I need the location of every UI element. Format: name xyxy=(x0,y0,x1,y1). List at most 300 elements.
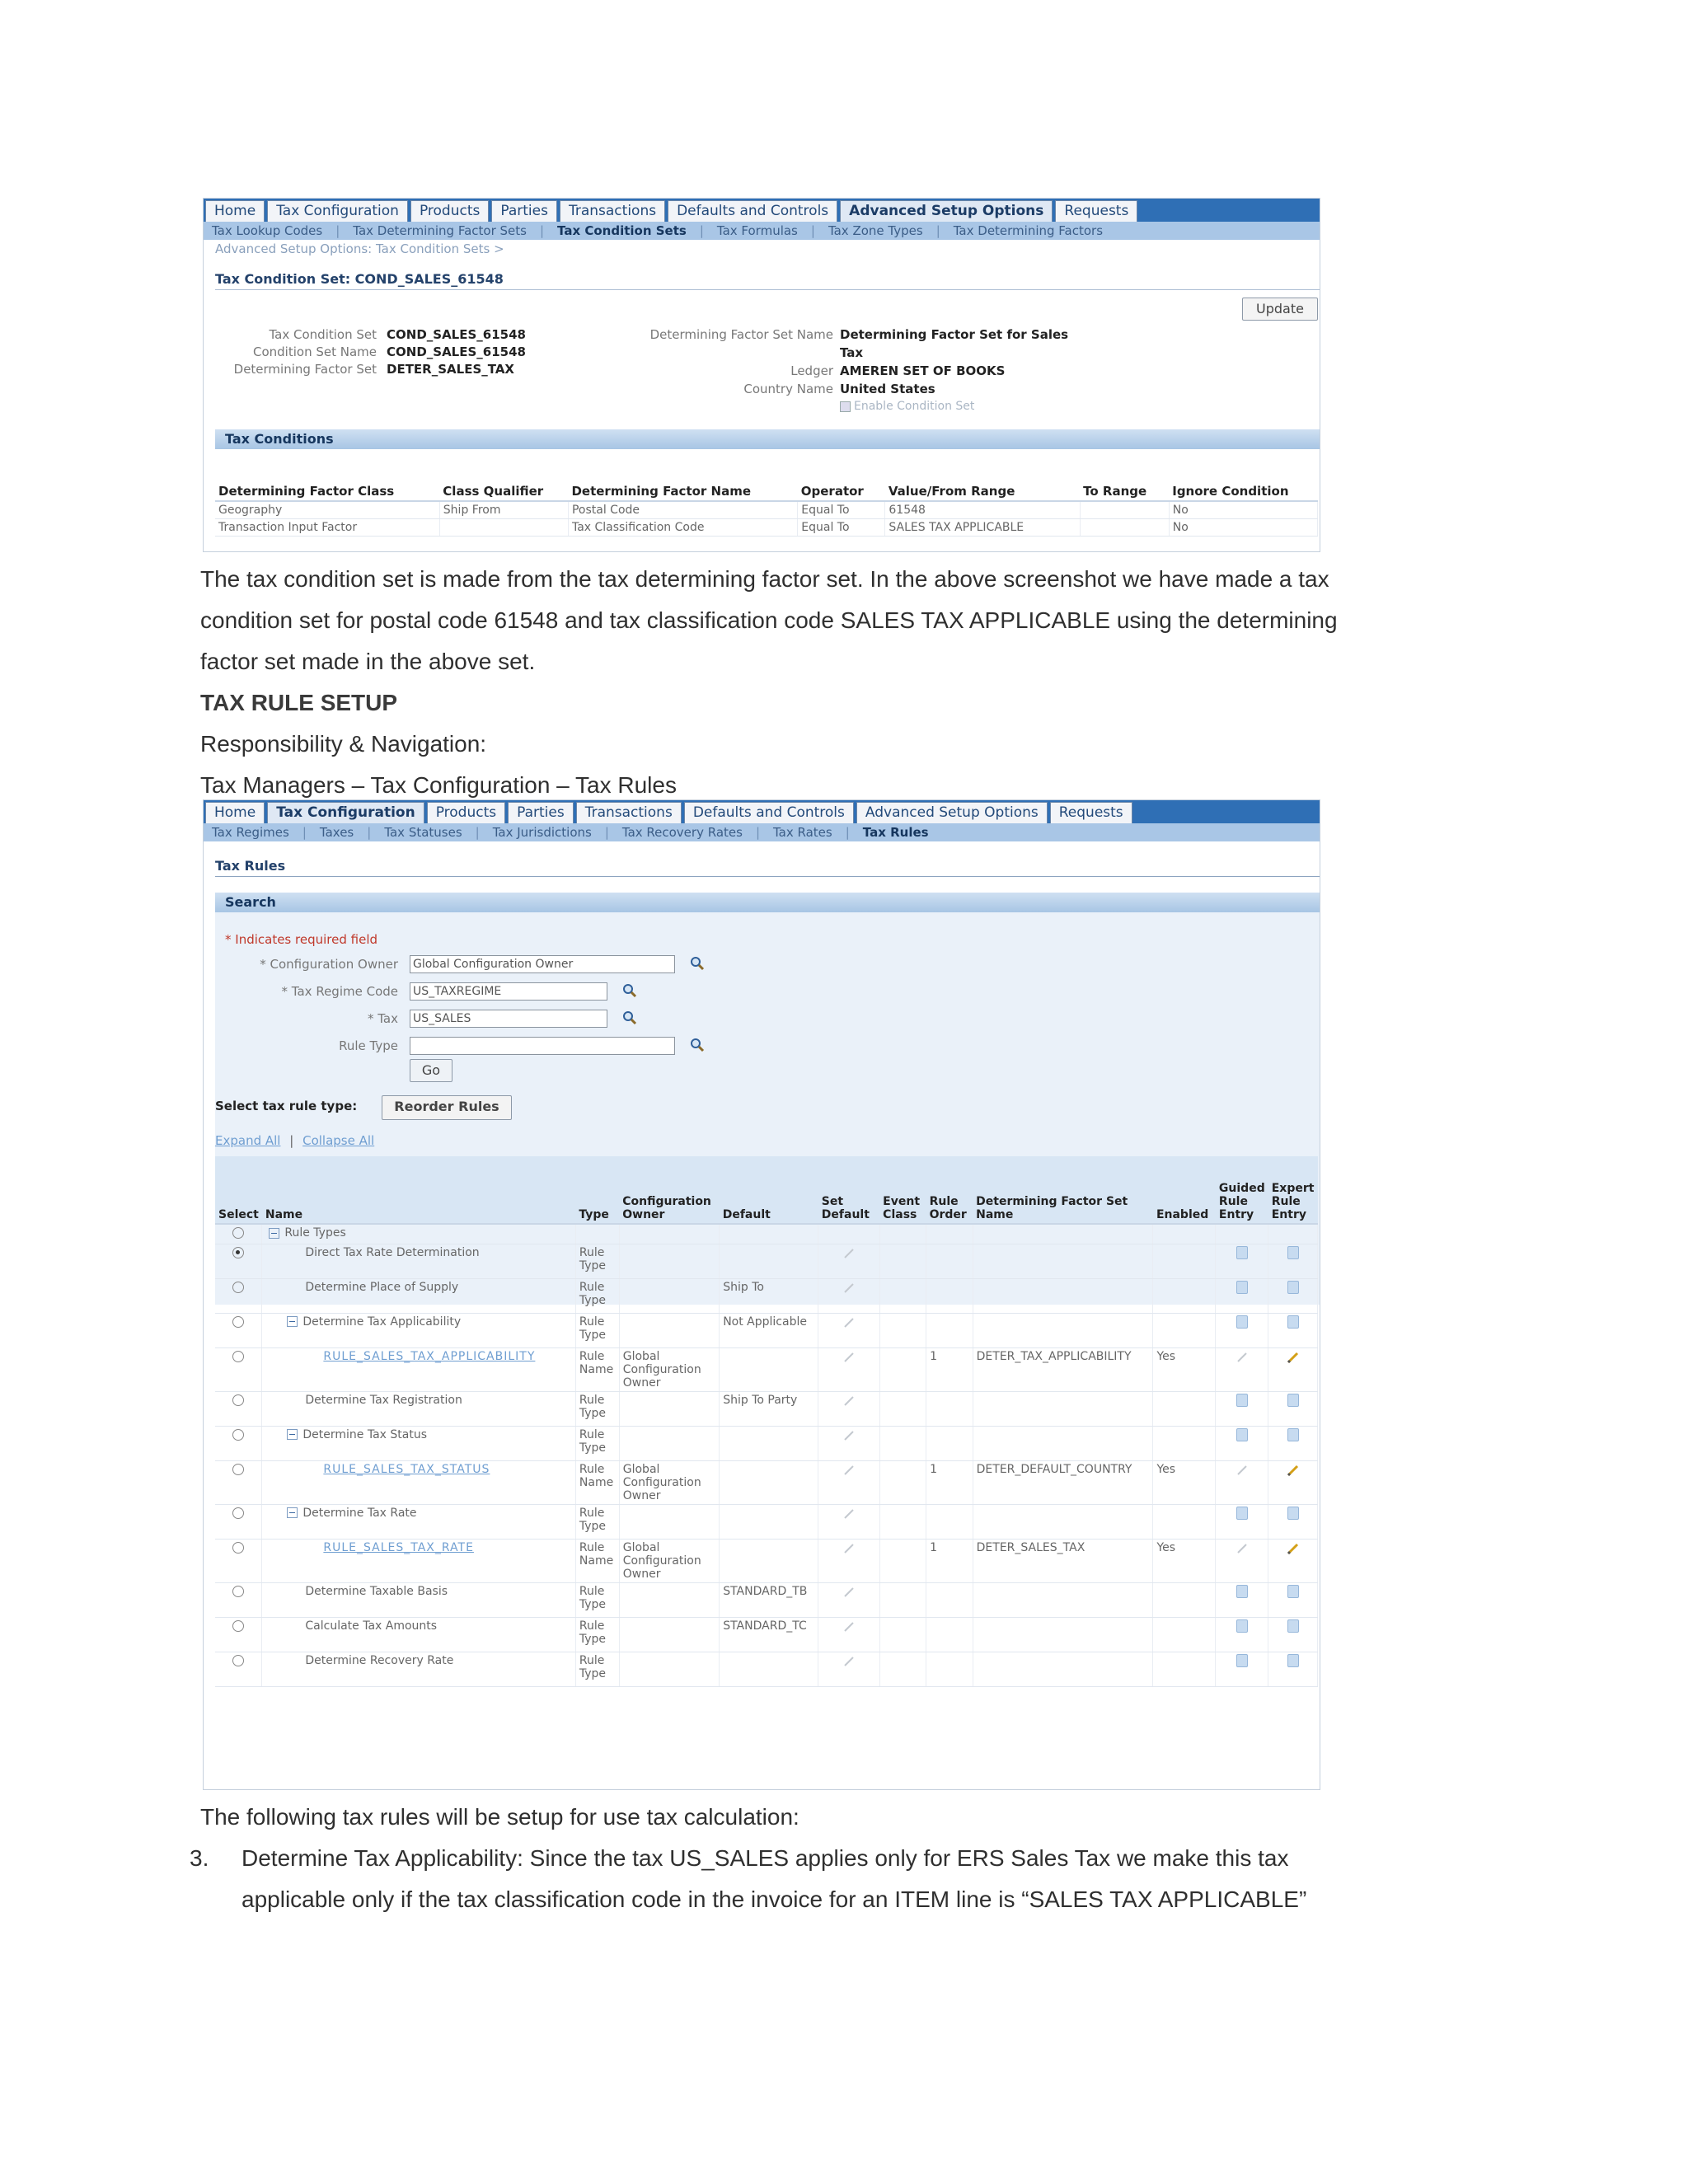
field-label-tax-condition-set: Tax Condition Set xyxy=(269,327,377,342)
table-row xyxy=(215,1426,1318,1460)
type-cell xyxy=(575,1391,619,1426)
table-cell xyxy=(1080,501,1169,519)
subtab-tax-lookup-codes[interactable]: Tax Lookup Codes xyxy=(212,223,323,238)
select-cell xyxy=(215,1652,262,1686)
guided-entry-icon[interactable] xyxy=(1236,1507,1248,1520)
column-header-dfs-name xyxy=(973,1156,1153,1224)
dfs-name-cell xyxy=(973,1224,1153,1244)
field-value-determining-factor-set: DETER_SALES_TAX xyxy=(387,362,514,377)
row-default: Ship To Party xyxy=(723,1393,798,1407)
table-cell: Tax Classification Code xyxy=(568,519,797,537)
row-type: Rule Name xyxy=(579,1462,614,1489)
subtab-tax-zone-types[interactable]: Tax Zone Types xyxy=(828,223,923,238)
table-cell: Geography xyxy=(215,501,439,519)
default-cell xyxy=(720,1617,818,1652)
column-header-label: Rule Order xyxy=(929,1195,967,1221)
row-rule-order: 1 xyxy=(930,1462,938,1476)
column-header-event-class xyxy=(879,1156,926,1224)
country-label: Country Name xyxy=(743,382,833,396)
expert-entry-icon[interactable] xyxy=(1287,1246,1299,1259)
type-cell xyxy=(575,1313,619,1347)
reorder-rules-button[interactable]: Reorder Rules xyxy=(382,1095,512,1120)
para1-line2: condition set for postal code 61548 and tax classification code SALES TAX APPLICABLE using the determining xyxy=(200,607,1338,633)
type-cell xyxy=(575,1460,619,1504)
search-icon[interactable] xyxy=(690,956,705,971)
row-default: STANDARD_TC xyxy=(723,1619,807,1633)
row-default: STANDARD_TB xyxy=(723,1584,808,1598)
expert-entry-cell xyxy=(1268,1504,1318,1539)
rule-name-link[interactable]: RULE_SALES_TAX_STATUS xyxy=(323,1462,490,1476)
tab-home[interactable]: Home xyxy=(205,200,265,222)
subtab-tax-determining-factor-sets[interactable]: Tax Determining Factor Sets xyxy=(353,223,527,238)
edit-pencil-icon[interactable] xyxy=(842,1585,856,1600)
table-cell xyxy=(1080,519,1169,537)
guided-entry-cell xyxy=(1216,1278,1268,1313)
subtab-separator: | xyxy=(539,223,545,238)
column-header-enabled xyxy=(1153,1156,1216,1224)
subtab-tax-regimes[interactable]: Tax Regimes xyxy=(212,825,289,840)
enabled-cell xyxy=(1153,1347,1216,1391)
dfs-name-cell xyxy=(973,1582,1153,1617)
rule-order-cell xyxy=(926,1278,973,1313)
default-cell xyxy=(720,1391,818,1426)
type-cell xyxy=(575,1244,619,1278)
tax-rules-screenshot xyxy=(203,799,1320,1790)
guided-entry-cell xyxy=(1216,1652,1268,1686)
default-cell xyxy=(720,1539,818,1582)
column-header-config-owner xyxy=(619,1156,719,1224)
guided-entry-icon[interactable] xyxy=(1236,1281,1248,1294)
edit-pencil-icon[interactable] xyxy=(1286,1541,1301,1556)
default-cell xyxy=(720,1278,818,1313)
search-input-tax[interactable]: US_SALES xyxy=(410,1010,607,1028)
tab-transactions[interactable]: Transactions xyxy=(576,802,682,823)
sub-tab-bar xyxy=(204,222,1320,240)
subtab-separator: | xyxy=(755,825,760,840)
column-header-determining-factor-name: Determining Factor Name xyxy=(568,482,797,501)
column-header-label: Enabled xyxy=(1156,1208,1209,1221)
column-header-label: Select xyxy=(218,1208,259,1221)
select-cell xyxy=(215,1347,262,1391)
enabled-cell xyxy=(1153,1313,1216,1347)
subtab-tax-rules[interactable]: Tax Rules xyxy=(862,825,929,840)
event-class-cell xyxy=(879,1391,926,1426)
collapse-toggle-icon[interactable] xyxy=(269,1228,279,1239)
subtab-tax-rates[interactable]: Tax Rates xyxy=(773,825,832,840)
row-type: Rule Type xyxy=(579,1584,607,1611)
enabled-cell xyxy=(1153,1460,1216,1504)
enable-condition-set-checkbox[interactable] xyxy=(840,400,974,413)
row-rule-order: 1 xyxy=(930,1540,938,1554)
table-row xyxy=(215,1244,1318,1278)
row-select-radio[interactable] xyxy=(232,1620,244,1632)
column-header-select xyxy=(215,1156,262,1224)
row-type: Rule Type xyxy=(579,1393,607,1420)
row-select-radio[interactable] xyxy=(232,1227,244,1239)
dfs-name-cell xyxy=(973,1278,1153,1313)
table-cell: 61548 xyxy=(885,501,1080,519)
row-default: Not Applicable xyxy=(723,1315,807,1329)
guided-entry-icon[interactable] xyxy=(1236,1394,1248,1407)
set-default-cell xyxy=(818,1460,879,1504)
guided-entry-icon[interactable] xyxy=(1236,1428,1248,1441)
expert-entry-icon[interactable] xyxy=(1287,1428,1299,1441)
event-class-cell xyxy=(879,1313,926,1347)
subtab-tax-jurisdictions[interactable]: Tax Jurisdictions xyxy=(492,825,592,840)
guided-entry-cell xyxy=(1216,1426,1268,1460)
row-select-radio[interactable] xyxy=(232,1464,244,1475)
go-button[interactable]: Go xyxy=(410,1059,452,1082)
table-row xyxy=(215,1652,1318,1686)
edit-pencil-icon[interactable] xyxy=(842,1463,856,1478)
edit-pencil-icon[interactable] xyxy=(842,1619,856,1634)
select-cell xyxy=(215,1504,262,1539)
type-cell xyxy=(575,1582,619,1617)
row-config-owner: Global Configuration Owner xyxy=(622,1462,701,1502)
edit-pencil-icon[interactable] xyxy=(842,1394,856,1408)
type-cell xyxy=(575,1652,619,1686)
search-icon[interactable] xyxy=(690,1038,705,1052)
table-header-row xyxy=(215,482,1318,501)
select-cell xyxy=(215,1539,262,1582)
subtab-taxes[interactable]: Taxes xyxy=(319,825,354,840)
column-header-label: Configuration Owner xyxy=(622,1195,711,1221)
rule-order-cell xyxy=(926,1460,973,1504)
column-header-label: Event Class xyxy=(883,1195,921,1221)
checkbox-icon xyxy=(840,401,851,412)
row-dfs-name: DETER_TAX_APPLICABILITY xyxy=(976,1349,1132,1363)
enabled-cell xyxy=(1153,1391,1216,1426)
rule-order-cell xyxy=(926,1347,973,1391)
search-label-tax-regime-code: * Tax Regime Code xyxy=(281,984,398,999)
tab-defaults-and-controls[interactable]: Defaults and Controls xyxy=(668,200,837,222)
search-input-rule-type[interactable] xyxy=(410,1037,675,1055)
dfs-name-cell xyxy=(973,1313,1153,1347)
event-class-cell xyxy=(879,1347,926,1391)
edit-pencil-icon[interactable] xyxy=(1286,1350,1301,1365)
column-header-label: Type xyxy=(579,1208,609,1221)
responsibility-line: Responsibility & Navigation: xyxy=(200,731,487,757)
update-button[interactable]: Update xyxy=(1242,298,1318,321)
search-input-tax-regime-code[interactable]: US_TAXREGIME xyxy=(410,982,607,1001)
edit-pencil-icon[interactable] xyxy=(842,1541,856,1556)
set-default-cell xyxy=(818,1347,879,1391)
row-select-radio[interactable] xyxy=(232,1394,244,1406)
det-factor-set-name-label: Determining Factor Set Name xyxy=(649,327,833,342)
tab-advanced-setup-options[interactable]: Advanced Setup Options xyxy=(856,802,1048,823)
edit-pencil-icon[interactable] xyxy=(842,1654,856,1669)
subtab-tax-formulas[interactable]: Tax Formulas xyxy=(716,223,798,238)
name-cell xyxy=(262,1391,576,1426)
config-owner-cell xyxy=(619,1504,719,1539)
expert-entry-icon[interactable] xyxy=(1287,1585,1299,1598)
guided-entry-cell xyxy=(1216,1391,1268,1426)
collapse-toggle-icon[interactable] xyxy=(287,1316,298,1327)
edit-pencil-icon[interactable] xyxy=(1235,1350,1250,1365)
dfs-name-cell xyxy=(973,1460,1153,1504)
tab-home[interactable]: Home xyxy=(205,802,265,823)
event-class-cell xyxy=(879,1504,926,1539)
collapse-toggle-icon[interactable] xyxy=(287,1507,298,1518)
search-icon[interactable] xyxy=(622,983,637,998)
table-row xyxy=(215,501,1318,519)
config-owner-cell xyxy=(619,1460,719,1504)
expert-entry-cell xyxy=(1268,1244,1318,1278)
enabled-cell xyxy=(1153,1278,1216,1313)
expert-entry-cell xyxy=(1268,1582,1318,1617)
subtab-separator: | xyxy=(810,223,815,238)
type-cell xyxy=(575,1278,619,1313)
rule-order-cell xyxy=(926,1313,973,1347)
tab-parties[interactable]: Parties xyxy=(491,200,557,222)
guided-entry-cell xyxy=(1216,1313,1268,1347)
rule-order-cell xyxy=(926,1244,973,1278)
tab-advanced-setup-options[interactable]: Advanced Setup Options xyxy=(840,200,1053,222)
expert-entry-cell xyxy=(1268,1460,1318,1504)
event-class-cell xyxy=(879,1582,926,1617)
set-default-cell xyxy=(818,1224,879,1244)
row-select-radio[interactable] xyxy=(232,1655,244,1666)
edit-pencil-icon[interactable] xyxy=(1286,1463,1301,1478)
row-name: Determine Tax Registration xyxy=(305,1393,462,1407)
config-owner-cell xyxy=(619,1617,719,1652)
set-default-cell xyxy=(818,1391,879,1426)
tab-products[interactable]: Products xyxy=(427,802,505,823)
field-label-determining-factor-set: Determining Factor Set xyxy=(233,362,377,377)
row-select-radio[interactable] xyxy=(232,1247,244,1258)
column-header-name xyxy=(262,1156,576,1224)
rule-order-cell xyxy=(926,1504,973,1539)
name-cell xyxy=(262,1582,576,1617)
subtab-tax-condition-sets[interactable]: Tax Condition Sets xyxy=(557,223,687,238)
event-class-cell xyxy=(879,1617,926,1652)
navigation-line: Tax Managers – Tax Configuration – Tax Rules xyxy=(200,772,677,798)
type-cell xyxy=(575,1347,619,1391)
guided-entry-icon[interactable] xyxy=(1236,1619,1248,1633)
edit-pencil-icon[interactable] xyxy=(842,1246,856,1261)
set-default-cell xyxy=(818,1426,879,1460)
default-cell xyxy=(720,1652,818,1686)
section-heading: TAX RULE SETUP xyxy=(200,690,398,715)
rule-order-cell xyxy=(926,1617,973,1652)
list-item-number: 3. xyxy=(190,1845,209,1871)
config-owner-cell xyxy=(619,1244,719,1278)
subtab-tax-determining-factors[interactable]: Tax Determining Factors xyxy=(953,223,1104,238)
column-header-label: Set Default xyxy=(821,1195,870,1221)
dfs-name-cell xyxy=(973,1652,1153,1686)
name-cell xyxy=(262,1426,576,1460)
default-cell xyxy=(720,1313,818,1347)
name-cell xyxy=(262,1460,576,1504)
row-config-owner: Global Configuration Owner xyxy=(622,1349,701,1390)
config-owner-cell xyxy=(619,1652,719,1686)
expand-all-link[interactable]: Expand All xyxy=(215,1133,281,1148)
row-select-radio[interactable] xyxy=(232,1507,244,1519)
column-header-determining-factor-class: Determining Factor Class xyxy=(215,482,439,501)
set-default-cell xyxy=(818,1244,879,1278)
subtab-separator: | xyxy=(935,223,940,238)
table-row xyxy=(215,1224,1318,1244)
table-cell xyxy=(439,519,568,537)
expert-entry-cell xyxy=(1268,1617,1318,1652)
collapse-toggle-icon[interactable] xyxy=(287,1429,298,1440)
enabled-cell xyxy=(1153,1652,1216,1686)
name-cell xyxy=(262,1617,576,1652)
expert-entry-icon[interactable] xyxy=(1287,1315,1299,1329)
search-input-configuration-owner[interactable]: Global Configuration Owner xyxy=(410,955,675,973)
list-item-line2: applicable only if the tax classification code in the invoice for an ITEM line is “SALES TAX APPLICABLE” xyxy=(241,1886,1307,1912)
tab-parties[interactable]: Parties xyxy=(508,802,574,823)
table-cell: Transaction Input Factor xyxy=(215,519,439,537)
expert-entry-cell xyxy=(1268,1391,1318,1426)
config-owner-cell xyxy=(619,1347,719,1391)
select-cell xyxy=(215,1313,262,1347)
config-owner-cell xyxy=(619,1224,719,1244)
set-default-cell xyxy=(818,1582,879,1617)
tab-requests[interactable]: Requests xyxy=(1055,200,1137,222)
rule-name-link[interactable]: RULE_SALES_TAX_APPLICABILITY xyxy=(323,1349,536,1363)
breadcrumb[interactable]: Advanced Setup Options: Tax Condition Sets > xyxy=(215,241,504,256)
table-cell: Equal To xyxy=(798,519,885,537)
tab-tax-configuration[interactable]: Tax Configuration xyxy=(267,200,408,222)
column-header-label: Determining Factor Set Name xyxy=(976,1195,1128,1221)
row-select-radio[interactable] xyxy=(232,1282,244,1293)
table-cell: Ship From xyxy=(439,501,568,519)
dfs-name-cell xyxy=(973,1504,1153,1539)
row-dfs-name: DETER_DEFAULT_COUNTRY xyxy=(976,1462,1132,1476)
tax-rules-table xyxy=(215,1156,1318,1687)
tab-defaults-and-controls[interactable]: Defaults and Controls xyxy=(684,802,854,823)
column-header-default xyxy=(720,1156,818,1224)
subtab-separator: | xyxy=(335,223,340,238)
guided-entry-icon[interactable] xyxy=(1236,1315,1248,1329)
row-enabled: Yes xyxy=(1156,1462,1176,1476)
edit-pencil-icon[interactable] xyxy=(842,1428,856,1443)
row-select-radio[interactable] xyxy=(232,1542,244,1554)
row-select-radio[interactable] xyxy=(232,1429,244,1441)
type-cell xyxy=(575,1539,619,1582)
guided-entry-cell xyxy=(1216,1504,1268,1539)
edit-pencil-icon[interactable] xyxy=(1235,1463,1250,1478)
search-label-configuration-owner: * Configuration Owner xyxy=(260,957,398,972)
column-header-to-range: To Range xyxy=(1080,482,1169,501)
guided-entry-cell xyxy=(1216,1539,1268,1582)
name-cell xyxy=(262,1224,576,1244)
subtab-tax-statuses[interactable]: Tax Statuses xyxy=(384,825,462,840)
rule-order-cell xyxy=(926,1652,973,1686)
expert-entry-icon[interactable] xyxy=(1287,1394,1299,1407)
select-cell xyxy=(215,1224,262,1244)
row-type: Rule Type xyxy=(579,1280,607,1307)
table-row xyxy=(215,1539,1318,1582)
name-cell xyxy=(262,1504,576,1539)
collapse-all-link[interactable]: Collapse All xyxy=(302,1133,375,1148)
set-default-cell xyxy=(818,1504,879,1539)
enabled-cell xyxy=(1153,1539,1216,1582)
tab-requests[interactable]: Requests xyxy=(1050,802,1132,823)
type-cell xyxy=(575,1224,619,1244)
list-item-line1: Determine Tax Applicability: Since the tax US_SALES applies only for ERS Sales Tax we make this tax xyxy=(241,1845,1289,1871)
guided-entry-icon[interactable] xyxy=(1236,1654,1248,1667)
edit-pencil-icon[interactable] xyxy=(842,1281,856,1296)
row-select-radio[interactable] xyxy=(232,1316,244,1328)
name-cell xyxy=(262,1539,576,1582)
subtab-separator: | xyxy=(367,825,372,840)
set-default-cell xyxy=(818,1652,879,1686)
ledger-label: Ledger xyxy=(790,363,833,378)
name-cell xyxy=(262,1244,576,1278)
enabled-cell xyxy=(1153,1582,1216,1617)
edit-pencil-icon[interactable] xyxy=(1235,1541,1250,1556)
guided-entry-icon[interactable] xyxy=(1236,1246,1248,1259)
select-cell xyxy=(215,1426,262,1460)
row-type: Rule Type xyxy=(579,1245,607,1272)
field-label-condition-set-name: Condition Set Name xyxy=(253,344,377,359)
dfs-name-cell xyxy=(973,1539,1153,1582)
row-select-radio[interactable] xyxy=(232,1351,244,1362)
enabled-cell xyxy=(1153,1617,1216,1652)
default-cell xyxy=(720,1224,818,1244)
tab-tax-configuration[interactable]: Tax Configuration xyxy=(267,802,424,823)
row-type: Rule Type xyxy=(579,1619,607,1646)
enabled-cell xyxy=(1153,1504,1216,1539)
default-cell xyxy=(720,1460,818,1504)
row-type: Rule Type xyxy=(579,1506,607,1533)
subtab-tax-recovery-rates[interactable]: Tax Recovery Rates xyxy=(621,825,743,840)
guided-entry-cell xyxy=(1216,1347,1268,1391)
subtab-separator: | xyxy=(475,825,480,840)
paragraph-tax-rules xyxy=(190,1797,1307,1920)
row-name: Determine Place of Supply xyxy=(305,1280,459,1294)
guided-entry-icon[interactable] xyxy=(1236,1585,1248,1598)
guided-entry-cell xyxy=(1216,1460,1268,1504)
edit-pencil-icon[interactable] xyxy=(842,1507,856,1521)
event-class-cell xyxy=(879,1278,926,1313)
subtab-separator: | xyxy=(845,825,850,840)
guided-entry-cell xyxy=(1216,1224,1268,1244)
tab-products[interactable]: Products xyxy=(410,200,489,222)
tab-transactions[interactable]: Transactions xyxy=(560,200,665,222)
row-name: Rule Types xyxy=(284,1226,346,1240)
para1-line1: The tax condition set is made from the tax determining factor set. In the above screenshot we have made a tax xyxy=(200,566,1329,592)
para1-line3: factor set made in the above set. xyxy=(200,649,536,674)
row-config-owner: Global Configuration Owner xyxy=(622,1540,701,1581)
default-cell xyxy=(720,1504,818,1539)
edit-pencil-icon[interactable] xyxy=(842,1350,856,1365)
country-value: United States xyxy=(840,382,935,396)
table-row xyxy=(215,1278,1318,1313)
table-row xyxy=(215,519,1318,537)
search-label-tax: * Tax xyxy=(367,1011,398,1026)
expert-entry-icon[interactable] xyxy=(1287,1654,1299,1667)
select-rule-type-label: Select tax rule type: xyxy=(215,1099,358,1113)
expert-entry-icon[interactable] xyxy=(1287,1507,1299,1520)
search-icon[interactable] xyxy=(622,1010,637,1025)
table-row xyxy=(215,1347,1318,1391)
tax-conditions-table xyxy=(215,482,1318,537)
column-header-operator: Operator xyxy=(798,482,885,501)
rule-name-link[interactable]: RULE_SALES_TAX_RATE xyxy=(323,1540,474,1554)
default-cell xyxy=(720,1347,818,1391)
expert-entry-icon[interactable] xyxy=(1287,1281,1299,1294)
expert-entry-icon[interactable] xyxy=(1287,1619,1299,1633)
table-cell: Postal Code xyxy=(568,501,797,519)
table-row xyxy=(215,1582,1318,1617)
page-title: Tax Rules xyxy=(215,858,286,874)
edit-pencil-icon[interactable] xyxy=(842,1315,856,1330)
ledger-value: AMEREN SET OF BOOKS xyxy=(840,363,1006,378)
row-select-radio[interactable] xyxy=(232,1586,244,1597)
